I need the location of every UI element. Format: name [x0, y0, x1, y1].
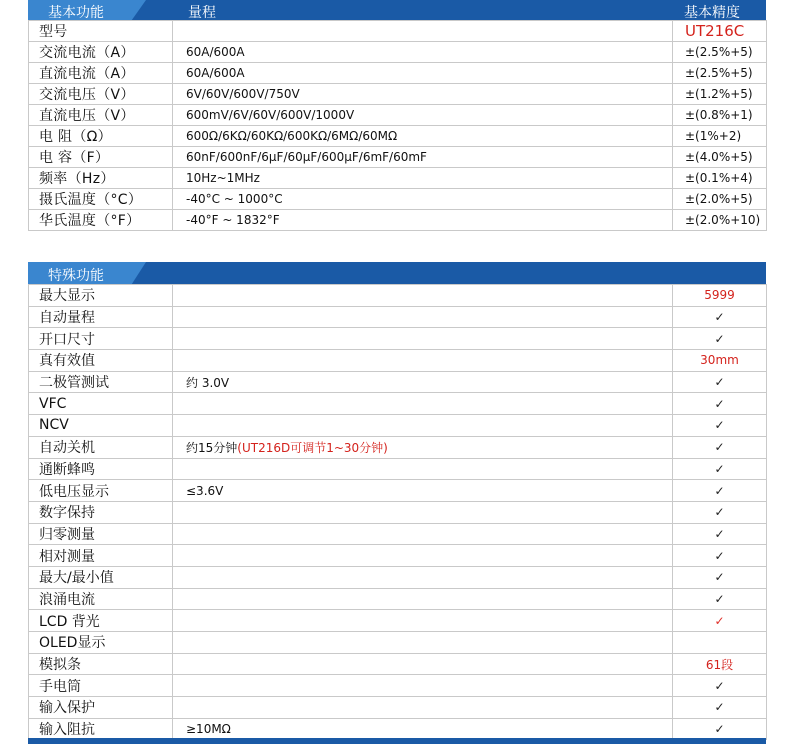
table-row — [29, 632, 767, 654]
feature-name: 通断蜂鸣 — [29, 458, 173, 480]
note-text: ≥10MΩ — [186, 722, 231, 737]
table-row — [29, 675, 767, 697]
checkmark-icon: ✓ — [673, 566, 767, 588]
feature-name: 开口尺寸 — [29, 328, 173, 350]
feature-name: 低电压显示 — [29, 480, 173, 502]
table-row — [29, 588, 767, 610]
feature-name: 模拟条 — [29, 653, 173, 675]
feature-value: 5999 — [673, 285, 767, 307]
function-name: 电 阻（Ω） — [29, 126, 173, 147]
feature-note — [173, 566, 673, 588]
feature-name: NCV — [29, 415, 173, 437]
range-value: 60A/600A — [173, 63, 673, 84]
range-value: -40°F ~ 1832°F — [173, 210, 673, 231]
table-row — [29, 545, 767, 567]
checkmark-icon: ✓ — [673, 545, 767, 567]
feature-note — [173, 306, 673, 328]
function-name: 频率（Hz） — [29, 168, 173, 189]
feature-value: 61段 — [673, 653, 767, 675]
table-row — [29, 523, 767, 545]
function-name: 电 容（F） — [29, 147, 173, 168]
table-row — [29, 350, 767, 372]
feature-note — [173, 632, 673, 654]
feature-name: 手电筒 — [29, 675, 173, 697]
note-text: ≤3.6V — [186, 483, 224, 498]
feature-note — [173, 480, 673, 502]
feature-name: 自动量程 — [29, 306, 173, 328]
table-row — [29, 21, 767, 42]
header-special-function: 特殊功能 — [48, 268, 104, 284]
feature-note — [173, 588, 673, 610]
table-row — [29, 306, 767, 328]
feature-name: 归零测量 — [29, 523, 173, 545]
checkmark-icon: ✓ — [673, 480, 767, 502]
range-value: 60nF/600nF/6μF/60μF/600μF/6mF/60mF — [173, 147, 673, 168]
feature-note — [173, 436, 673, 458]
checkmark-icon: ✓ — [673, 588, 767, 610]
checkmark-icon: ✓ — [673, 523, 767, 545]
function-name: 交流电流（A） — [29, 42, 173, 63]
accuracy-value: ±(2.0%+5) — [673, 189, 767, 210]
range-value: 600mV/6V/60V/600V/1000V — [173, 105, 673, 126]
feature-value — [673, 632, 767, 654]
checkmark-icon: ✓ — [673, 697, 767, 719]
function-name: 华氏温度（°F） — [29, 210, 173, 231]
checkmark-icon: ✓ — [673, 501, 767, 523]
feature-note — [173, 393, 673, 415]
function-name: 交流电压（V） — [29, 84, 173, 105]
feature-note — [173, 718, 673, 740]
checkmark-icon: ✓ — [673, 458, 767, 480]
table-row — [29, 718, 767, 740]
feature-note — [173, 501, 673, 523]
table-row — [29, 501, 767, 523]
note-text: 约15分钟 — [186, 440, 238, 455]
checkmark-icon: ✓ — [673, 610, 767, 632]
special-functions-table — [28, 284, 767, 740]
table-row — [29, 371, 767, 393]
feature-note — [173, 328, 673, 350]
feature-note — [173, 415, 673, 437]
accuracy-value: ±(2.5%+5) — [673, 63, 767, 84]
table-row — [29, 126, 767, 147]
note-red-text: (UT216D可调节1~30分钟) — [237, 440, 388, 455]
table-row — [29, 436, 767, 458]
bottom-bar — [28, 738, 766, 744]
feature-name: OLED显示 — [29, 632, 173, 654]
feature-name: 相对测量 — [29, 545, 173, 567]
table-row — [29, 189, 767, 210]
feature-name: 浪涌电流 — [29, 588, 173, 610]
range-value: -40°C ~ 1000°C — [173, 189, 673, 210]
header-basic-function: 基本功能 — [48, 5, 104, 21]
table-row — [29, 285, 767, 307]
accuracy-value: ±(2.5%+5) — [673, 42, 767, 63]
table-row — [29, 42, 767, 63]
basic-functions-table — [28, 20, 767, 231]
table-row — [29, 168, 767, 189]
table-row — [29, 480, 767, 502]
accuracy-value: ±(2.0%+10) — [673, 210, 767, 231]
table-row — [29, 393, 767, 415]
feature-note — [173, 545, 673, 567]
checkmark-icon: ✓ — [673, 436, 767, 458]
range-value: 60A/600A — [173, 42, 673, 63]
feature-note — [173, 523, 673, 545]
feature-name: VFC — [29, 393, 173, 415]
feature-note — [173, 675, 673, 697]
feature-name: 最大/最小值 — [29, 566, 173, 588]
basic-functions-section — [28, 0, 766, 231]
feature-value: 30mm — [673, 350, 767, 372]
feature-note — [173, 653, 673, 675]
feature-note — [173, 350, 673, 372]
range-value — [173, 21, 673, 42]
table-row — [29, 610, 767, 632]
feature-note — [173, 610, 673, 632]
special-functions-header — [28, 262, 766, 284]
basic-functions-header — [28, 0, 766, 20]
range-value: 6V/60V/600V/750V — [173, 84, 673, 105]
table-row — [29, 105, 767, 126]
table-row — [29, 653, 767, 675]
feature-note — [173, 285, 673, 307]
checkmark-icon: ✓ — [673, 371, 767, 393]
header-range: 量程 — [188, 5, 216, 21]
checkmark-icon: ✓ — [673, 675, 767, 697]
feature-name: 输入保护 — [29, 697, 173, 719]
special-functions-section — [28, 262, 766, 740]
table-row — [29, 84, 767, 105]
feature-name: 最大显示 — [29, 285, 173, 307]
feature-note — [173, 371, 673, 393]
table-row — [29, 63, 767, 84]
function-name: 摄氏温度（°C） — [29, 189, 173, 210]
feature-name: 数字保持 — [29, 501, 173, 523]
function-name: 直流电压（V） — [29, 105, 173, 126]
feature-name: 二极管测试 — [29, 371, 173, 393]
range-value: 10Hz~1MHz — [173, 168, 673, 189]
feature-note — [173, 697, 673, 719]
feature-name: 自动关机 — [29, 436, 173, 458]
table-row — [29, 458, 767, 480]
accuracy-value: ±(0.1%+4) — [673, 168, 767, 189]
accuracy-value: ±(1%+2) — [673, 126, 767, 147]
feature-name: 输入阻抗 — [29, 718, 173, 740]
table-row — [29, 147, 767, 168]
function-name: 直流电流（A） — [29, 63, 173, 84]
table-row — [29, 566, 767, 588]
range-value: 600Ω/6KΩ/60KΩ/600KΩ/6MΩ/60MΩ — [173, 126, 673, 147]
accuracy-value: ±(4.0%+5) — [673, 147, 767, 168]
header-accuracy: 基本精度 — [684, 5, 740, 21]
feature-note — [173, 458, 673, 480]
table-row — [29, 210, 767, 231]
model-value: UT216C — [673, 21, 767, 42]
checkmark-icon: ✓ — [673, 393, 767, 415]
table-row — [29, 328, 767, 350]
accuracy-value: ±(1.2%+5) — [673, 84, 767, 105]
table-row — [29, 697, 767, 719]
table-row — [29, 415, 767, 437]
feature-name: LCD 背光 — [29, 610, 173, 632]
feature-name: 真有效值 — [29, 350, 173, 372]
checkmark-icon: ✓ — [673, 718, 767, 740]
note-text: 约 3.0V — [186, 375, 230, 390]
checkmark-icon: ✓ — [673, 306, 767, 328]
accuracy-value: ±(0.8%+1) — [673, 105, 767, 126]
function-name: 型号 — [29, 21, 173, 42]
checkmark-icon: ✓ — [673, 328, 767, 350]
checkmark-icon: ✓ — [673, 415, 767, 437]
